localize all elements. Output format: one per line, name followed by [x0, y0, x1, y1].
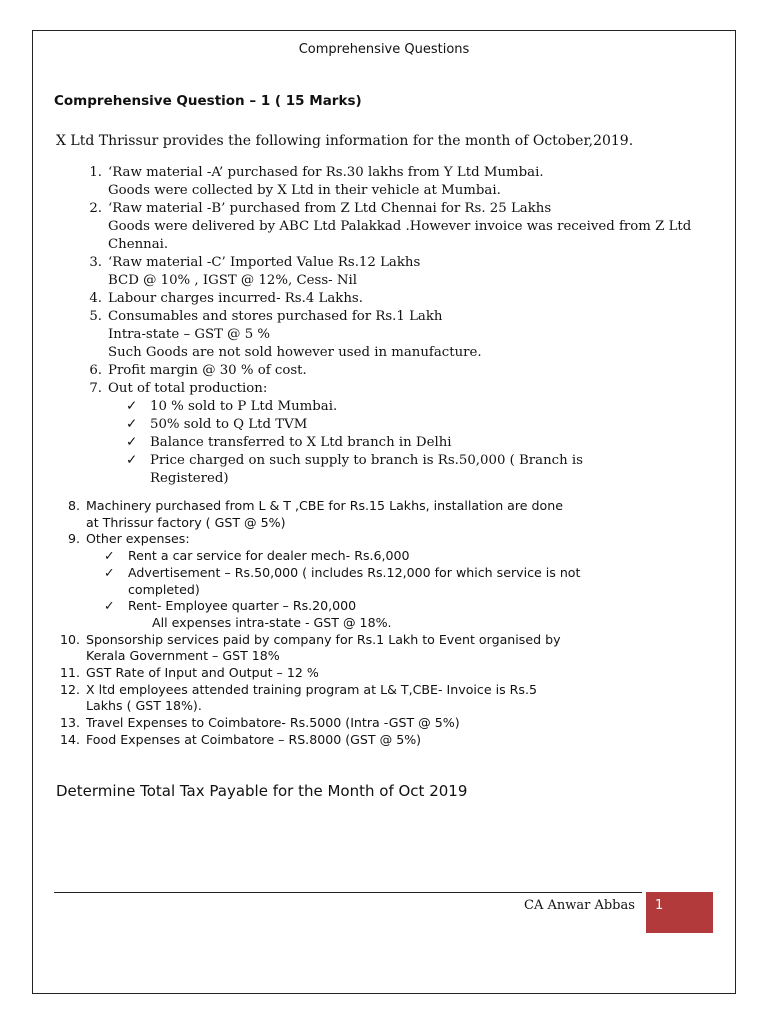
item-line: ‘Raw material -B’ purchased from Z Ltd Chennai for Rs. 25 Lakhs — [108, 201, 552, 216]
check-item — [86, 598, 714, 615]
list-item — [54, 632, 714, 665]
check-item-text: Balance transferred to X Ltd branch in Delhi — [150, 435, 452, 450]
list-item — [80, 290, 720, 308]
check-mark-icon: ✓ — [126, 417, 138, 432]
item-line: Goods were collected by X Ltd in their vehicle at Mumbai. — [108, 183, 501, 198]
check-item-text: Rent a car service for dealer mech- Rs.6,000 — [128, 548, 410, 564]
list-item — [54, 531, 714, 631]
check-mark-icon: ✓ — [104, 564, 115, 580]
footer-divider — [54, 892, 642, 893]
check-item-text: 10 % sold to P Ltd Mumbai. — [150, 399, 338, 414]
checklist — [86, 548, 714, 615]
question-list-part-1 — [80, 164, 720, 488]
item-line: BCD @ 10% , IGST @ 12%, Cess- Nil — [108, 273, 357, 288]
item-number: 10. — [59, 631, 80, 647]
list-item — [54, 732, 714, 749]
item-line: Kerala Government – GST 18% — [86, 648, 280, 664]
item-number: 5. — [89, 309, 102, 324]
item-number: 9. — [67, 531, 80, 547]
check-item — [108, 416, 720, 434]
list-item — [80, 254, 720, 290]
item-number: 14. — [59, 731, 80, 747]
check-item — [86, 565, 714, 598]
item-line: ‘Raw material -A’ purchased for Rs.30 lakhs from Y Ltd Mumbai. — [108, 165, 544, 180]
list-item — [80, 164, 720, 200]
item-number: 12. — [59, 681, 80, 697]
item-line: Machinery purchased from L & T ,CBE for Rs.15 Lakhs, installation are done — [86, 498, 563, 513]
item-line: Consumables and stores purchased for Rs.1 Lakh — [108, 309, 443, 324]
check-item-text: Rent- Employee quarter – Rs.20,000 — [128, 598, 357, 614]
item-number: 8. — [67, 498, 80, 513]
check-item — [108, 434, 720, 452]
item-line: Other expenses: — [86, 531, 190, 547]
check-item — [86, 548, 714, 565]
item-line: Out of total production: — [108, 381, 268, 396]
item-number: 6. — [89, 363, 102, 378]
item-line: X ltd employees attended training program at L& T,CBE- Invoice is Rs.5 — [86, 681, 537, 697]
check-mark-icon: ✓ — [104, 548, 115, 564]
item-number: 2. — [89, 201, 102, 216]
page-header-title: Comprehensive Questions — [298, 42, 470, 57]
list-item — [80, 200, 720, 254]
item-line: Profit margin @ 30 % of cost. — [108, 363, 307, 378]
check-item — [108, 452, 720, 488]
item-line: Food Expenses at Coimbatore – RS.8000 (GST @ 5%) — [86, 731, 422, 747]
list-item — [54, 715, 714, 732]
item-line: GST Rate of Input and Output – 12 % — [86, 665, 319, 681]
page-number-badge: 1 — [646, 892, 713, 933]
check-item — [108, 398, 720, 416]
question-intro: X Ltd Thrissur provides the following information for the month of October,2019. — [56, 133, 634, 149]
item-line: Such Goods are not sold however used in manufacture. — [108, 345, 482, 360]
determine-instruction: Determine Total Tax Payable for the Month of Oct 2019 — [56, 782, 468, 800]
item-number: 3. — [89, 255, 102, 270]
question-title: Comprehensive Question – 1 ( 15 Marks) — [54, 93, 362, 109]
expenses-note: All expenses intra-state - GST @ 18%. — [152, 614, 392, 630]
item-number: 4. — [89, 291, 102, 306]
item-number: 11. — [59, 665, 80, 681]
item-line: Intra-state – GST @ 5 % — [108, 327, 271, 342]
check-mark-icon: ✓ — [104, 598, 115, 614]
item-line: Goods were delivered by ABC Ltd Palakkad .However invoice was received from Z Ltd Chennai. — [108, 219, 692, 252]
item-line: Sponsorship services paid by company for Rs.1 Lakh to Event organised by — [86, 631, 561, 647]
list-item — [54, 498, 714, 531]
item-number: 1. — [89, 165, 102, 180]
item-line: at Thrissur factory ( GST @ 5%) — [86, 514, 286, 530]
check-item-text: 50% sold to Q Ltd TVM — [150, 417, 308, 432]
list-item — [54, 682, 714, 715]
check-mark-icon: ✓ — [126, 399, 138, 414]
question-list-part-2 — [54, 498, 714, 749]
item-line: ‘Raw material -C’ Imported Value Rs.12 Lakhs — [108, 255, 421, 270]
item-line: Lakhs ( GST 18%). — [86, 698, 202, 714]
item-number: 13. — [59, 715, 80, 731]
item-line: Labour charges incurred- Rs.4 Lakhs. — [108, 291, 363, 306]
list-item — [80, 362, 720, 380]
footer-author: CA Anwar Abbas — [524, 898, 635, 913]
list-item — [80, 380, 720, 488]
check-item-text: Price charged on such supply to branch is Rs.50,000 ( Branch is Registered) — [150, 453, 583, 486]
item-line: Travel Expenses to Coimbatore- Rs.5000 (Intra -GST @ 5%) — [86, 715, 460, 731]
item-number: 7. — [89, 381, 102, 396]
checklist — [108, 398, 720, 488]
check-mark-icon: ✓ — [126, 435, 138, 450]
list-item — [54, 665, 714, 682]
check-item-text: Advertisement – Rs.50,000 ( includes Rs.12,000 for which service is not completed) — [128, 564, 581, 597]
list-item — [80, 308, 720, 362]
check-mark-icon: ✓ — [126, 453, 138, 468]
